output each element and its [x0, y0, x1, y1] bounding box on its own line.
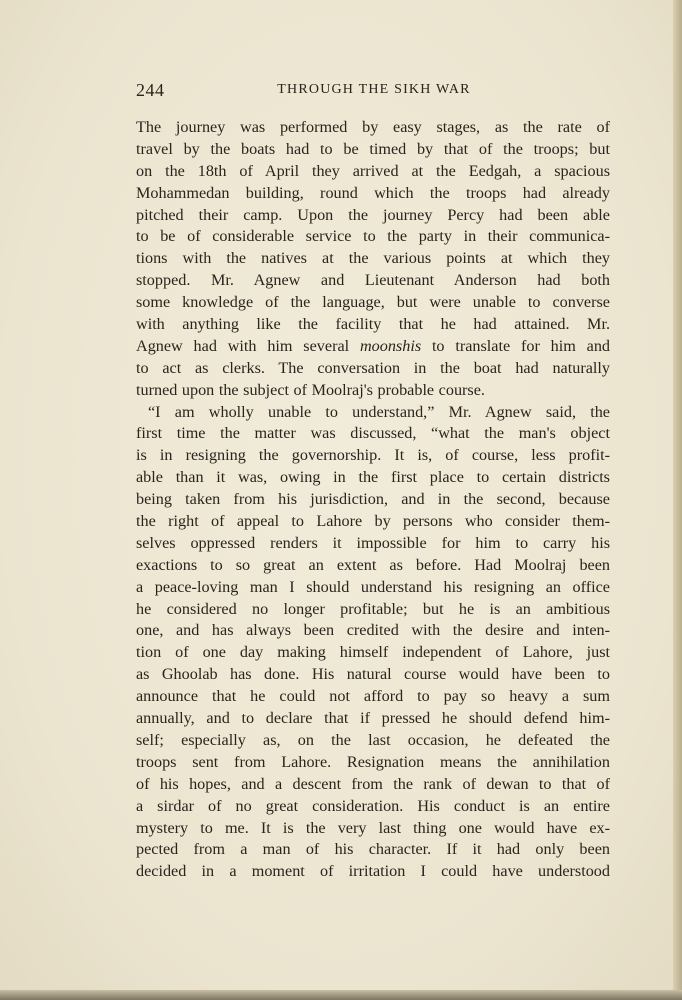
text-line: pected from a man of his character. If it had only been	[136, 840, 610, 859]
text-line: announce that he could not afford to pay so heavy a sum	[136, 687, 610, 706]
text-line: to be of considerable service to the party in their communica-	[136, 227, 610, 246]
text-line: The journey was performed by easy stages, as the rate of	[136, 118, 610, 136]
text-line	[136, 336, 610, 358]
text-segment: to translate for him and	[431, 336, 611, 355]
text-line: being taken from his jurisdiction, and in the second, because	[136, 490, 610, 509]
text-line: Mohammedan building, round which the troops had already	[136, 183, 610, 202]
text-line: he considered no longer profitable; but he is an ambitious	[136, 599, 610, 618]
page-spine-edge	[673, 0, 682, 1000]
text-line: annually, and to declare that if pressed he should defend him-	[136, 709, 610, 728]
text-line: self; especially as, on the last occasion, he defeated the	[136, 730, 610, 749]
text-line: tions with the natives at the various points at which they	[136, 249, 610, 268]
text-line: to act as clerks. The conversation in the boat had naturally	[136, 358, 610, 377]
italic-term: moonshis	[359, 336, 422, 355]
page-bottom-edge	[0, 990, 682, 1000]
text-line: first time the matter was discussed, “what the man's object	[136, 424, 610, 443]
text-line: “I am wholly unable to understand,” Mr. Agnew said, the	[148, 402, 610, 421]
text-line: a sirdar of no great consideration. His conduct is an entire	[136, 796, 610, 815]
text-line: the right of appeal to Lahore by persons who consider them-	[136, 512, 610, 531]
text-line: exactions to so great an extent as before. Had Moolraj been	[136, 555, 610, 574]
text-line: stopped. Mr. Agnew and Lieutenant Anderson had both	[136, 271, 610, 290]
running-head	[136, 80, 612, 102]
text-line: of his hopes, and a descent from the rank of dewan to that of	[136, 774, 610, 793]
text-line: some knowledge of the language, but were unable to converse	[136, 293, 610, 312]
text-line: selves oppressed renders it impossible for him to carry his	[136, 533, 610, 552]
page-number: 244	[136, 80, 165, 100]
text-line: turned upon the subject of Moolraj's probable course.	[136, 380, 485, 399]
text-line: is in resigning the governorship. It is, of course, less profit-	[136, 446, 610, 465]
text-line: mystery to me. It is the very last thing one would have ex-	[136, 818, 610, 837]
text-line: able than it was, owing in the first place to certain districts	[136, 468, 610, 487]
text-line: decided in a moment of irritation I could have understood	[136, 862, 610, 881]
text-line: troops sent from Lahore. Resignation means the annihilation	[136, 752, 610, 771]
text-line: one, and has always been credited with the desire and inten-	[136, 621, 610, 640]
text-line: a peace-loving man I should understand his resigning an office	[136, 577, 610, 596]
text-line: tion of one day making himself independent of Lahore, just	[136, 643, 610, 662]
text-segment: Agnew had with him several	[136, 336, 350, 355]
text-line: pitched their camp. Upon the journey Percy had been able	[136, 205, 610, 224]
body-text	[136, 117, 610, 883]
text-line: as Ghoolab has done. His natural course would have been to	[136, 665, 610, 684]
text-line: on the 18th of April they arrived at the Eedgah, a spacious	[136, 161, 610, 180]
text-line: travel by the boats had to be timed by that of the troops; but	[136, 139, 610, 158]
text-line: with anything like the facility that he had attained. Mr.	[136, 315, 610, 334]
running-title: THROUGH THE SIKH WAR	[277, 82, 471, 97]
